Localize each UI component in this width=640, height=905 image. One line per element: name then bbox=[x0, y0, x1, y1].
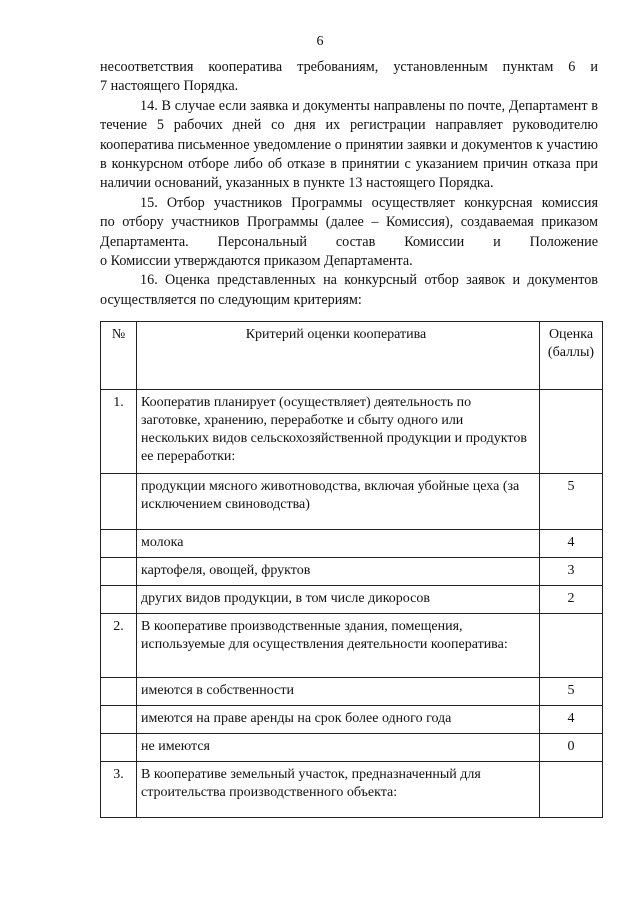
page-number: 6 bbox=[316, 34, 324, 49]
paragraph-15-line-2: по отбору участников Программы (далее – Комиссия), создаваемая приказом bbox=[100, 214, 598, 231]
row-num: 2. bbox=[101, 614, 137, 678]
row-score: 3 bbox=[540, 558, 603, 586]
row-num bbox=[101, 734, 137, 762]
table-row bbox=[101, 614, 603, 678]
row-score: 5 bbox=[540, 474, 603, 530]
row-num bbox=[101, 558, 137, 586]
row-score bbox=[540, 390, 603, 474]
row-criterion: имеются в собственности bbox=[137, 678, 540, 706]
row-num bbox=[101, 678, 137, 706]
row-num: 3. bbox=[101, 762, 137, 818]
row-criterion: имеются на праве аренды на срок более одного года bbox=[137, 706, 540, 734]
paragraph-14: 14. В случае если заявка и документы направлены по почте, Департамент в течение 5 рабочих дней со дня их регистрации направляет руководителю кооператива письменное уведомление о принятии заявки и документов к участию в конкурсном отборе либо об отказе в принятии с указанием причин отказа при наличии оснований, указанных в пункте 13 настоящего Порядка. bbox=[100, 97, 598, 192]
header-score: Оценка (баллы) bbox=[540, 322, 603, 390]
table-header-row bbox=[101, 322, 603, 390]
paragraph-13-end-line-2: 7 настоящего Порядка. bbox=[100, 78, 239, 95]
row-score bbox=[540, 614, 603, 678]
paragraph-16: 16. Оценка представленных на конкурсный отбор заявок и документов осуществляется по следующим критериям: bbox=[100, 272, 598, 308]
row-num bbox=[101, 706, 137, 734]
row-num bbox=[101, 530, 137, 558]
header-criterion: Критерий оценки кооператива bbox=[137, 322, 540, 390]
row-criterion: не имеются bbox=[137, 734, 540, 762]
row-num: 1. bbox=[101, 390, 137, 474]
table-row bbox=[101, 474, 603, 530]
row-criterion: В кооперативе производственные здания, помещения, используемые для осуществления деятельности кооператива: bbox=[137, 614, 540, 678]
table-row bbox=[101, 558, 603, 586]
row-score: 4 bbox=[540, 706, 603, 734]
body-text bbox=[100, 58, 598, 310]
header-num: № bbox=[101, 322, 137, 390]
row-criterion: продукции мясного животноводства, включая убойные цеха (за исключением свиноводства) bbox=[137, 474, 540, 530]
row-score: 2 bbox=[540, 586, 603, 614]
table-row bbox=[101, 390, 603, 474]
table-row bbox=[101, 586, 603, 614]
table-row bbox=[101, 762, 603, 818]
table-row bbox=[101, 706, 603, 734]
row-score: 4 bbox=[540, 530, 603, 558]
paragraph-15-line-1: 15. Отбор участников Программы осуществляет конкурсная комиссия bbox=[140, 194, 598, 211]
paragraph-13-end-line-1: несоответствия кооператива требованиям, установленным пунктам 6 и bbox=[100, 59, 598, 75]
table-row bbox=[101, 734, 603, 762]
row-criterion: молока bbox=[137, 530, 540, 558]
row-num bbox=[101, 474, 137, 530]
row-criterion: других видов продукции, в том числе дикоросов bbox=[137, 586, 540, 614]
row-num bbox=[101, 586, 137, 614]
row-criterion: Кооператив планирует (осуществляет) деятельность по заготовке, хранению, переработке и сбыту одного или нескольких видов сельскохозяйственной продукции и продуктов ее переработки: bbox=[137, 390, 540, 474]
paragraph-15-line-3: Департамента. Персональный состав Комиссии и Положение bbox=[100, 233, 598, 250]
row-criterion: В кооперативе земельный участок, предназначенный для строительства производственного объекта: bbox=[137, 762, 540, 818]
criteria-table bbox=[100, 321, 603, 818]
table-row bbox=[101, 530, 603, 558]
row-score: 0 bbox=[540, 734, 603, 762]
paragraph-15-line-4: о Комиссии утверждаются приказом Департамента. bbox=[100, 253, 413, 270]
table-row bbox=[101, 678, 603, 706]
row-score: 5 bbox=[540, 678, 603, 706]
row-criterion: картофеля, овощей, фруктов bbox=[137, 558, 540, 586]
row-score bbox=[540, 762, 603, 818]
